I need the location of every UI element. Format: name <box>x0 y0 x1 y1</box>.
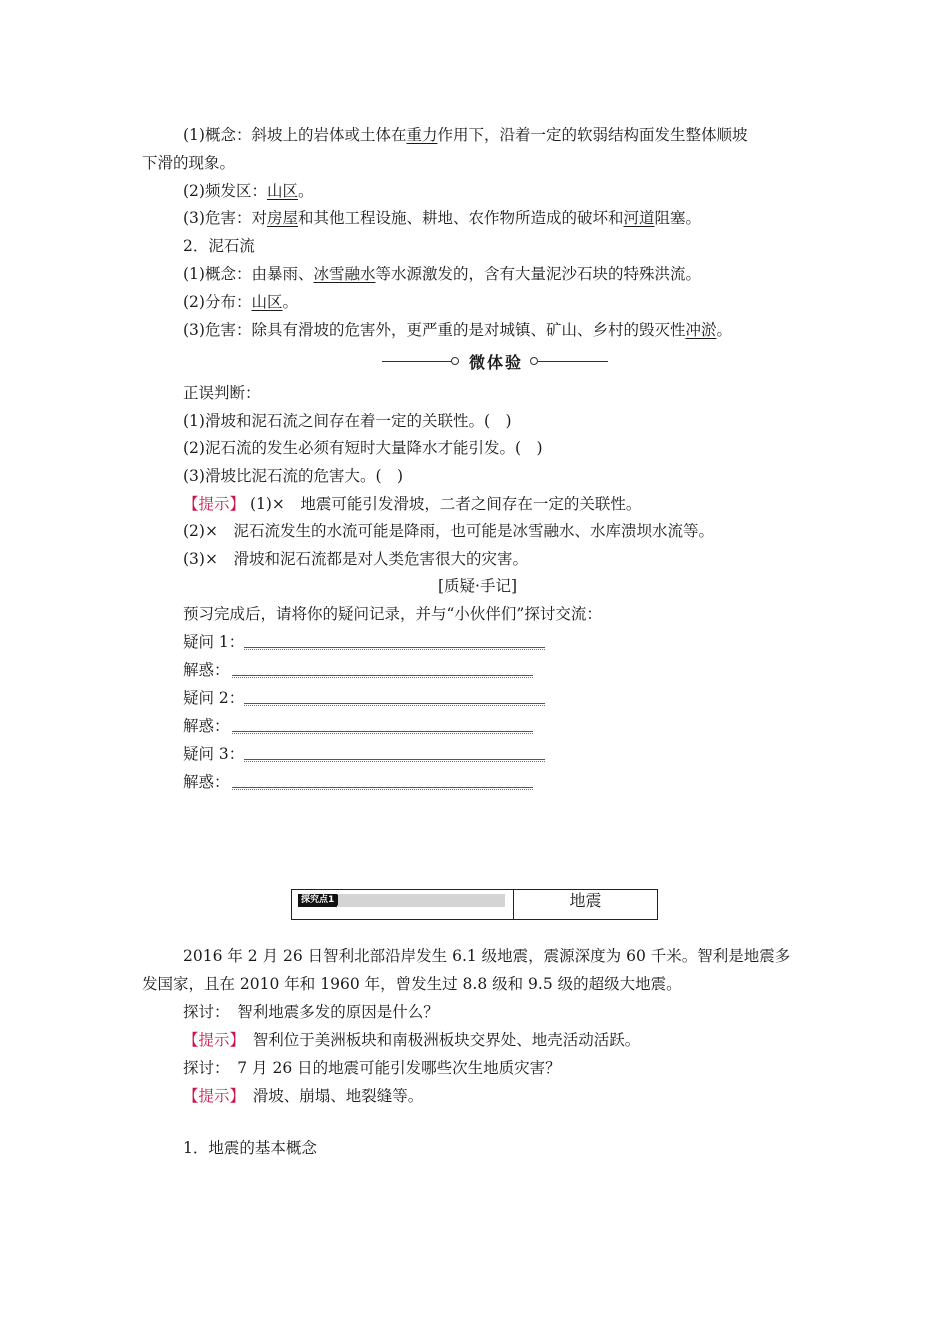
earthquake-para-line1: 2016 年 2 月 26 日智利北部沿岸发生 6.1 级地震，震源深度为 60 千米。智利是地震多 <box>183 947 791 965</box>
answer-1-line <box>183 494 641 514</box>
punctuation: 。 <box>297 182 314 200</box>
discussion-2-answer-line <box>183 1086 423 1106</box>
banner-dot-left <box>451 357 459 365</box>
hint-label: 【提示】 <box>183 1031 238 1049</box>
debris-harm-line <box>183 320 732 340</box>
resolve-2-label: 解惑： <box>183 717 230 735</box>
hint-label: 【提示】 <box>183 1087 238 1105</box>
banner-divider-left <box>382 361 454 362</box>
question-1: (1)滑坡和泥石流之间存在着一定的关联性。( ) <box>183 412 512 430</box>
landslide-harm-text-end: 阻塞。 <box>654 209 702 227</box>
resolve-2-write-line[interactable] <box>232 731 533 732</box>
punctuation: 。 <box>282 293 298 311</box>
discussion-2: 探讨： 7 月 26 日的地震可能引发哪些次生地质灾害？ <box>183 1059 561 1077</box>
landslide-area-label: (2)频发区： <box>183 182 267 200</box>
debris-harm-text: (3)危害：除具有滑坡的危害外，更严重的是对城镇、矿山、乡村的毁灭性 <box>183 321 686 339</box>
debris-concept-line <box>183 264 701 284</box>
answer-snowmelt: 冰雪融水 <box>313 265 376 283</box>
discussion-2-answer: 滑坡、崩塌、地裂缝等。 <box>237 1087 424 1105</box>
landslide-harm-label: (3)危害：对 <box>183 209 267 227</box>
question-2: (2)泥石流的发生必须有短时大量降水才能引发。( ) <box>183 439 543 457</box>
topic-title: 地震 <box>569 891 602 910</box>
answer-gravity: 重力 <box>406 126 438 144</box>
answer-river: 河道 <box>623 209 655 227</box>
answer-1: (1)× 地震可能引发滑坡，二者之间存在一定的关联性。 <box>245 495 642 513</box>
answer-2: (2)× 泥石流发生的水流可能是降雨，也可能是冰雪融水、水库溃坝水流等。 <box>183 522 714 540</box>
topic-tag-bar <box>338 894 505 907</box>
answer-mountain-area: 山区 <box>266 182 298 200</box>
micro-experience-banner: 微体验 <box>468 353 523 372</box>
notes-intro: 预习完成后，请将你的疑问记录，并与“小伙伴们”探讨交流： <box>183 605 602 623</box>
true-false-intro: 正误判断： <box>183 384 261 402</box>
resolve-1-write-line[interactable] <box>232 675 533 676</box>
debris-concept-label: (1)概念：由暴雨、 <box>183 265 314 283</box>
topic-tag: 探究点1 <box>298 894 337 907</box>
answer-3: (3)× 滑坡和泥石流都是对人类危害很大的灾害。 <box>183 550 528 568</box>
landslide-concept-line2: 下滑的现象。 <box>142 154 236 172</box>
earthquake-basic-concept-heading: 1．地震的基本概念 <box>183 1139 317 1157</box>
topic-header-box <box>291 889 658 920</box>
debris-flow-heading: 2．泥石流 <box>183 237 255 255</box>
debris-concept-text: 等水源激发的，含有大量泥沙石块的特殊洪流。 <box>375 265 701 283</box>
doubt-2-label: 疑问 2： <box>183 689 245 707</box>
doubt-2-write-line[interactable] <box>244 703 545 704</box>
answer-scour: 冲淤 <box>685 321 717 339</box>
notes-heading: [质疑·手记] <box>438 577 518 595</box>
earthquake-para-line2: 发国家，且在 2010 年和 1960 年，曾发生过 8.8 级和 9.5 级的超级大地震。 <box>142 975 682 993</box>
resolve-3-write-line[interactable] <box>232 787 533 788</box>
doubt-3-write-line[interactable] <box>244 759 545 760</box>
debris-distribution-line <box>183 292 298 312</box>
answer-houses: 房屋 <box>266 209 298 227</box>
landslide-concept-line1 <box>183 125 748 145</box>
landslide-concept-text-cont: 作用下，沿着一定的软弱结构面发生整体顺坡 <box>437 126 748 144</box>
resolve-1-label: 解惑： <box>183 661 230 679</box>
resolve-3-label: 解惑： <box>183 773 230 791</box>
banner-divider-right <box>538 361 608 362</box>
landslide-harm-text: 和其他工程设施、耕地、农作物所造成的破坏和 <box>297 209 624 227</box>
question-3: (3)滑坡比泥石流的危害大。( ) <box>183 467 404 485</box>
punctuation: 。 <box>716 321 732 339</box>
hint-label: 【提示】 <box>183 495 246 513</box>
banner-dot-right <box>530 357 538 365</box>
doubt-1-write-line[interactable] <box>244 647 545 648</box>
answer-mountain-area-2: 山区 <box>251 293 283 311</box>
topic-tag-cell <box>292 890 514 919</box>
doubt-1-label: 疑问 1： <box>183 633 245 651</box>
landslide-area-line <box>183 181 314 201</box>
doubt-3-label: 疑问 3： <box>183 745 245 763</box>
discussion-1-answer-line <box>183 1030 640 1050</box>
discussion-1-answer: 智利位于美洲板块和南极洲板块交界处、地壳活动活跃。 <box>237 1031 641 1049</box>
discussion-1: 探讨： 智利地震多发的原因是什么？ <box>183 1003 439 1021</box>
landslide-harm-line <box>183 208 701 228</box>
landslide-concept-text: (1)概念：斜坡上的岩体或土体在 <box>183 126 407 144</box>
debris-distribution-label: (2)分布： <box>183 293 252 311</box>
